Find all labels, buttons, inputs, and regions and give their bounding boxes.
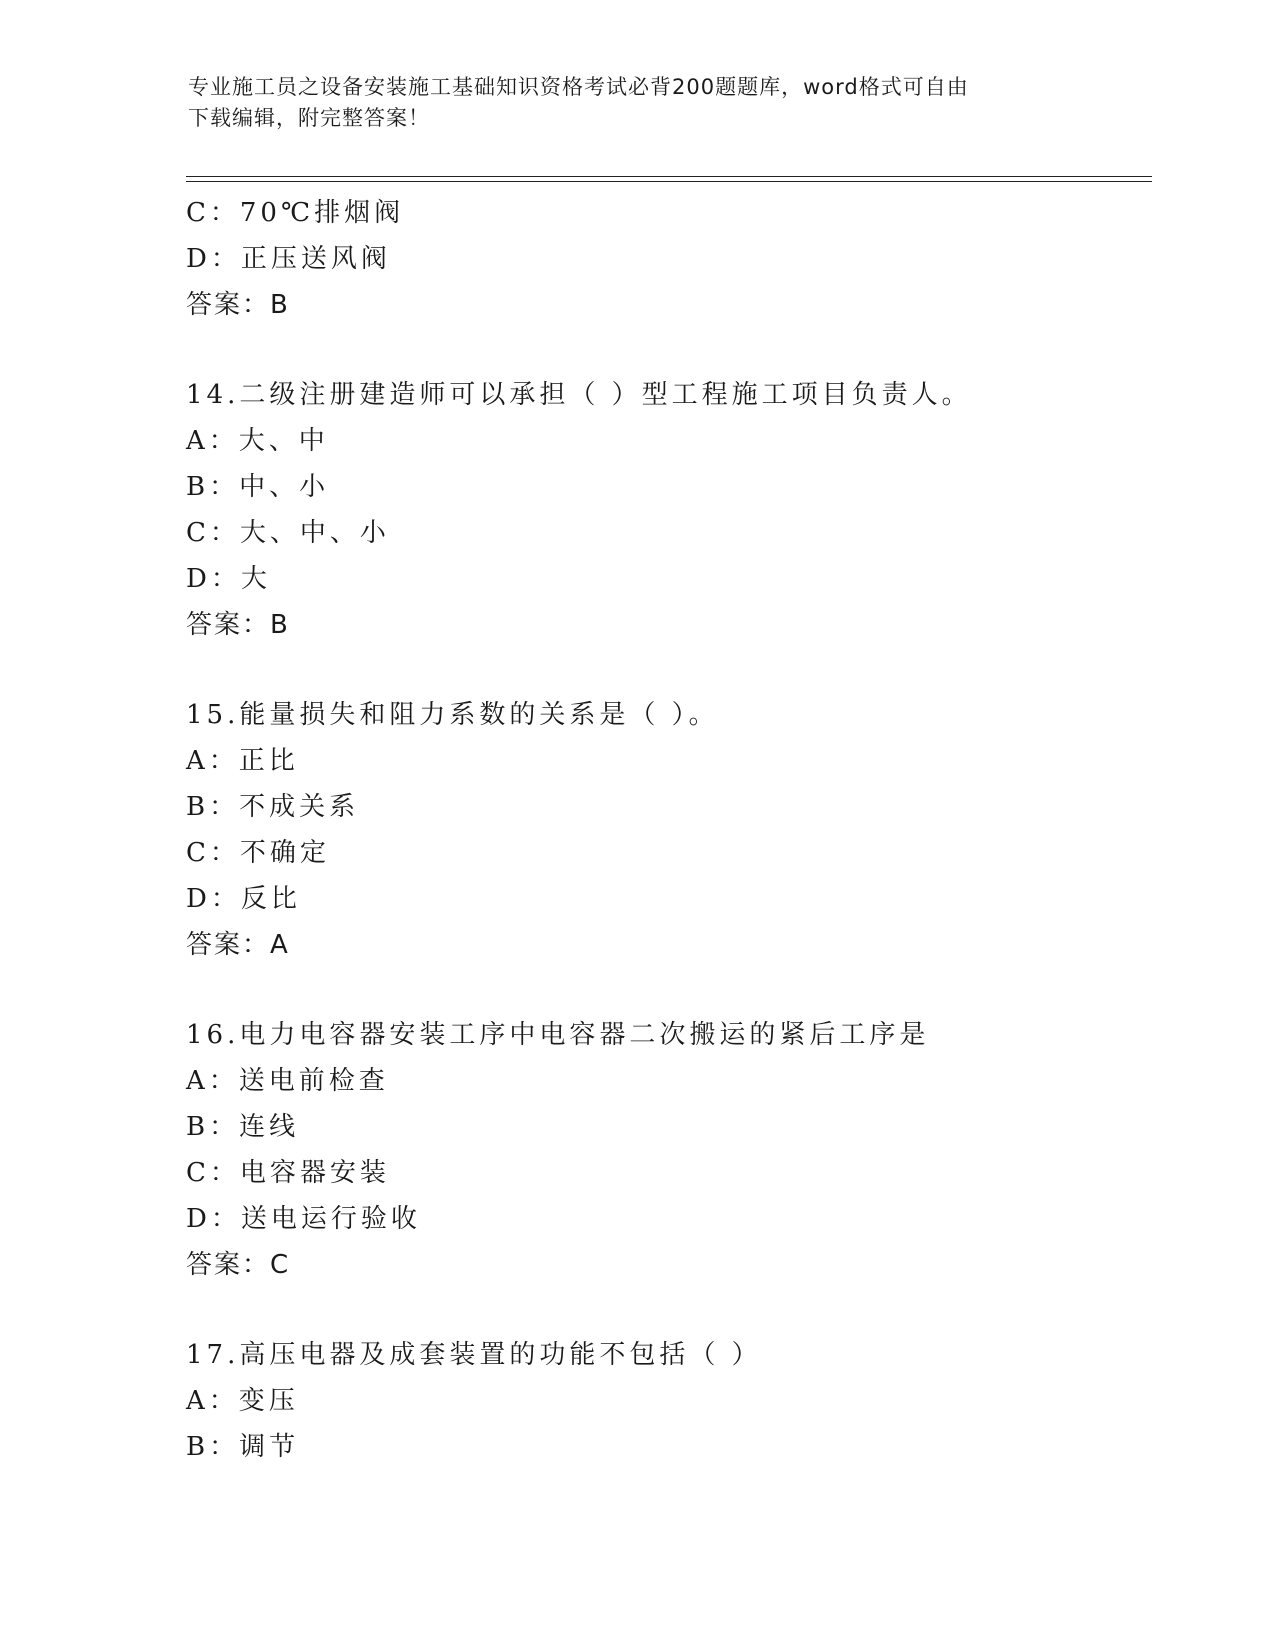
- question-13-tail: [186, 190, 1146, 328]
- question-list: [186, 190, 1146, 1470]
- option-b: B：调节: [186, 1432, 300, 1462]
- spacer: [186, 328, 1146, 372]
- spacer: [186, 968, 1146, 1012]
- option-d: D：送电运行验收: [186, 1204, 421, 1234]
- question-stem: 15.能量损失和阻力系数的关系是（ ）。: [186, 700, 719, 730]
- document-header: [188, 72, 1088, 134]
- question-15: [186, 692, 1146, 968]
- option-c: C：不确定: [186, 838, 330, 868]
- question-14: [186, 372, 1146, 648]
- answer: 答案：B: [186, 610, 290, 640]
- option-b: B：不成关系: [186, 792, 360, 822]
- question-stem: 14.二级注册建造师可以承担（ ）型工程施工项目负责人。: [186, 380, 972, 410]
- option-a: A：送电前检查: [186, 1066, 389, 1096]
- option-b: B：连线: [186, 1112, 300, 1142]
- option-c: C：电容器安装: [186, 1158, 390, 1188]
- option-a: A：正比: [186, 746, 299, 776]
- option-d: D：正压送风阀: [186, 244, 391, 274]
- option-a: A：大、中: [186, 426, 329, 456]
- option-d: D：反比: [186, 884, 301, 914]
- header-line-1: 专业施工员之设备安装施工基础知识资格考试必背200题题库，word格式可自由: [188, 75, 969, 99]
- header-divider-bottom: [186, 181, 1152, 182]
- header-divider-top: [186, 176, 1152, 177]
- option-b: B：中、小: [186, 472, 330, 502]
- spacer: [186, 1288, 1146, 1332]
- answer: 答案：A: [186, 930, 290, 960]
- question-16: [186, 1012, 1146, 1288]
- option-c: C：70℃排烟阀: [186, 198, 405, 228]
- question-17: [186, 1332, 1146, 1470]
- spacer: [186, 648, 1146, 692]
- question-stem: 17.高压电器及成套装置的功能不包括（ ）: [186, 1340, 762, 1370]
- option-a: A：变压: [186, 1386, 299, 1416]
- question-stem: 16.电力电容器安装工序中电容器二次搬运的紧后工序是: [186, 1020, 930, 1050]
- option-d: D：大: [186, 564, 271, 594]
- answer: 答案：B: [186, 290, 290, 320]
- option-c: C：大、中、小: [186, 518, 390, 548]
- header-line-2: 下载编辑，附完整答案！: [188, 106, 430, 130]
- answer: 答案：C: [186, 1250, 291, 1280]
